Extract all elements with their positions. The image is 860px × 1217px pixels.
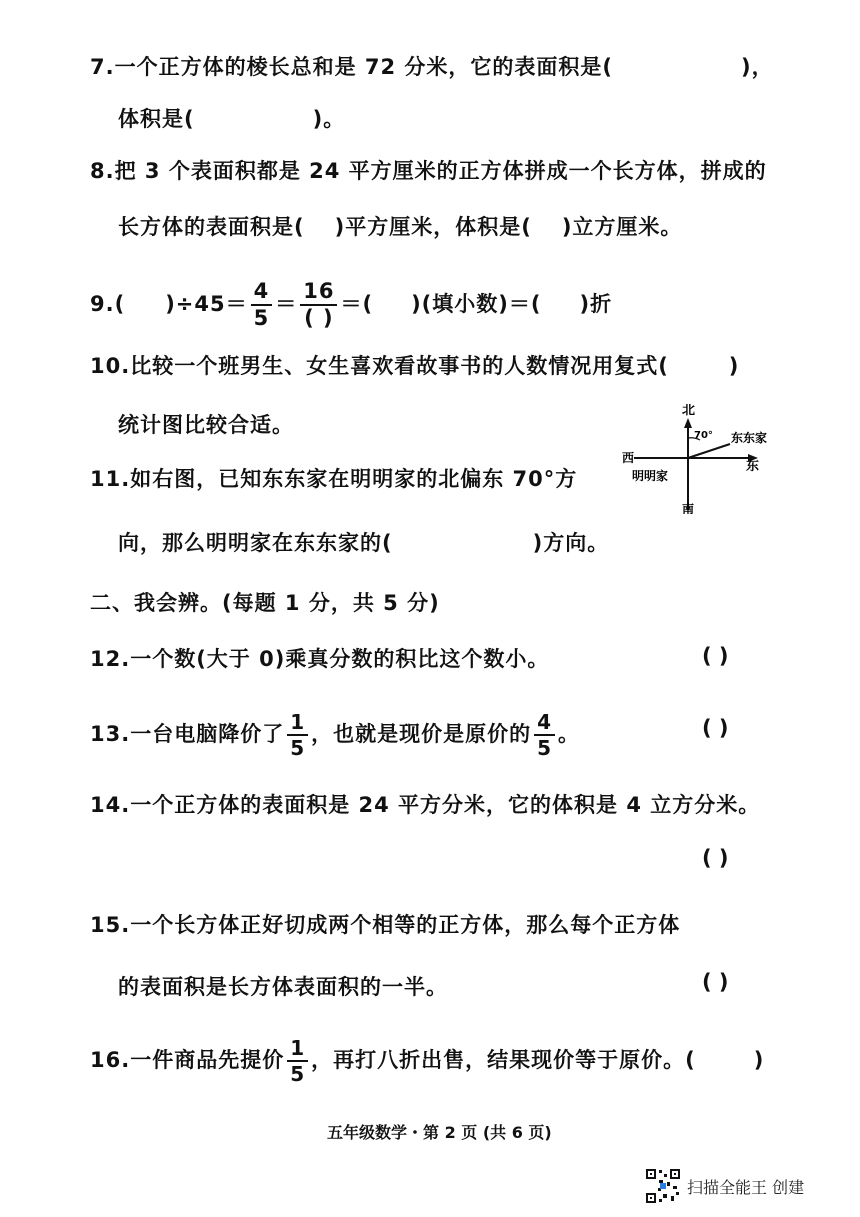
compass-dongdong: 东东家 xyxy=(731,431,768,445)
fraction-1-5: $\frac{1}{5}$ xyxy=(287,712,308,758)
compass-west: 西 xyxy=(622,451,635,465)
question-8-line-1: 8.把 3 个表面积都是 24 平方厘米的正方体拼成一个长方体，拼成的 xyxy=(90,159,767,183)
page-footer: 五年级数学・第 2 页 (共 6 页) xyxy=(327,1123,552,1142)
compass-south: 南 xyxy=(682,502,695,514)
compass-mingming: 明明家 xyxy=(632,469,669,483)
fraction-16-blank: $\frac{16}{( )}$ xyxy=(300,281,337,329)
fraction-4-5: $\frac{4}{5}$ xyxy=(534,712,555,758)
judge-paren-13[interactable]: ( ) xyxy=(702,716,729,740)
question-14: 14.一个正方体的表面积是 24 平方分米，它的体积是 4 立方分米。 xyxy=(90,793,761,817)
compass-east: 东 xyxy=(746,459,760,474)
question-7-line-1: 7.一个正方体的棱长总和是 72 分米，它的表面积是( )， xyxy=(90,55,774,79)
fraction-4-5: $\frac{4}{5}$ xyxy=(251,281,273,329)
question-13: 13.一台电脑降价了 $\frac{1}{5}$ ，也就是现价是原价的 $\frac{4}{5}$ 。 xyxy=(90,710,581,760)
compass-angle: 70° xyxy=(694,430,713,441)
fraction-1-5: $\frac{1}{5}$ xyxy=(287,1038,308,1084)
question-15-line-1: 15.一个长方体正好切成两个相等的正方体，那么每个正方体 xyxy=(90,913,681,937)
judge-paren-12[interactable]: ( ) xyxy=(702,644,729,668)
section-2-title: 二、我会辨。(每题 1 分，共 5 分) xyxy=(90,591,440,615)
scanner-label: 扫描全能王 创建 xyxy=(687,1177,805,1197)
scanner-credit xyxy=(645,1168,804,1204)
judge-paren-14[interactable]: ( ) xyxy=(702,846,729,870)
question-16: 16.一件商品先提价 $\frac{1}{5}$ ，再打八折出售，结果现价等于原价。( ) xyxy=(90,1036,765,1086)
question-8-line-2: 长方体的表面积是( )平方厘米，体积是( )立方厘米。 xyxy=(118,215,683,239)
question-15-line-2: 的表面积是长方体表面积的一半。 xyxy=(118,975,448,999)
question-10-line-1: 10.比较一个班男生、女生喜欢看故事书的人数情况用复式( ) xyxy=(90,354,740,378)
question-7-line-2: 体积是( )。 xyxy=(118,107,346,131)
qr-code-icon xyxy=(645,1168,681,1204)
question-9: 9.( )÷45＝ $\frac{4}{5}$ ＝ $\frac{16}{( )}$ ＝( )(填小数)＝( )折 xyxy=(90,279,613,330)
question-10-line-2: 统计图比较合适。 xyxy=(118,413,294,437)
compass-diagram xyxy=(620,404,770,514)
question-11-line-1: 11.如右图，已知东东家在明明家的北偏东 70°方 xyxy=(90,467,578,491)
judge-paren-15[interactable]: ( ) xyxy=(702,970,729,994)
question-11-line-2: 向，那么明明家在东东家的( )方向。 xyxy=(118,531,610,555)
question-12: 12.一个数(大于 0)乘真分数的积比这个数小。 xyxy=(90,647,550,671)
compass-north: 北 xyxy=(682,404,696,418)
